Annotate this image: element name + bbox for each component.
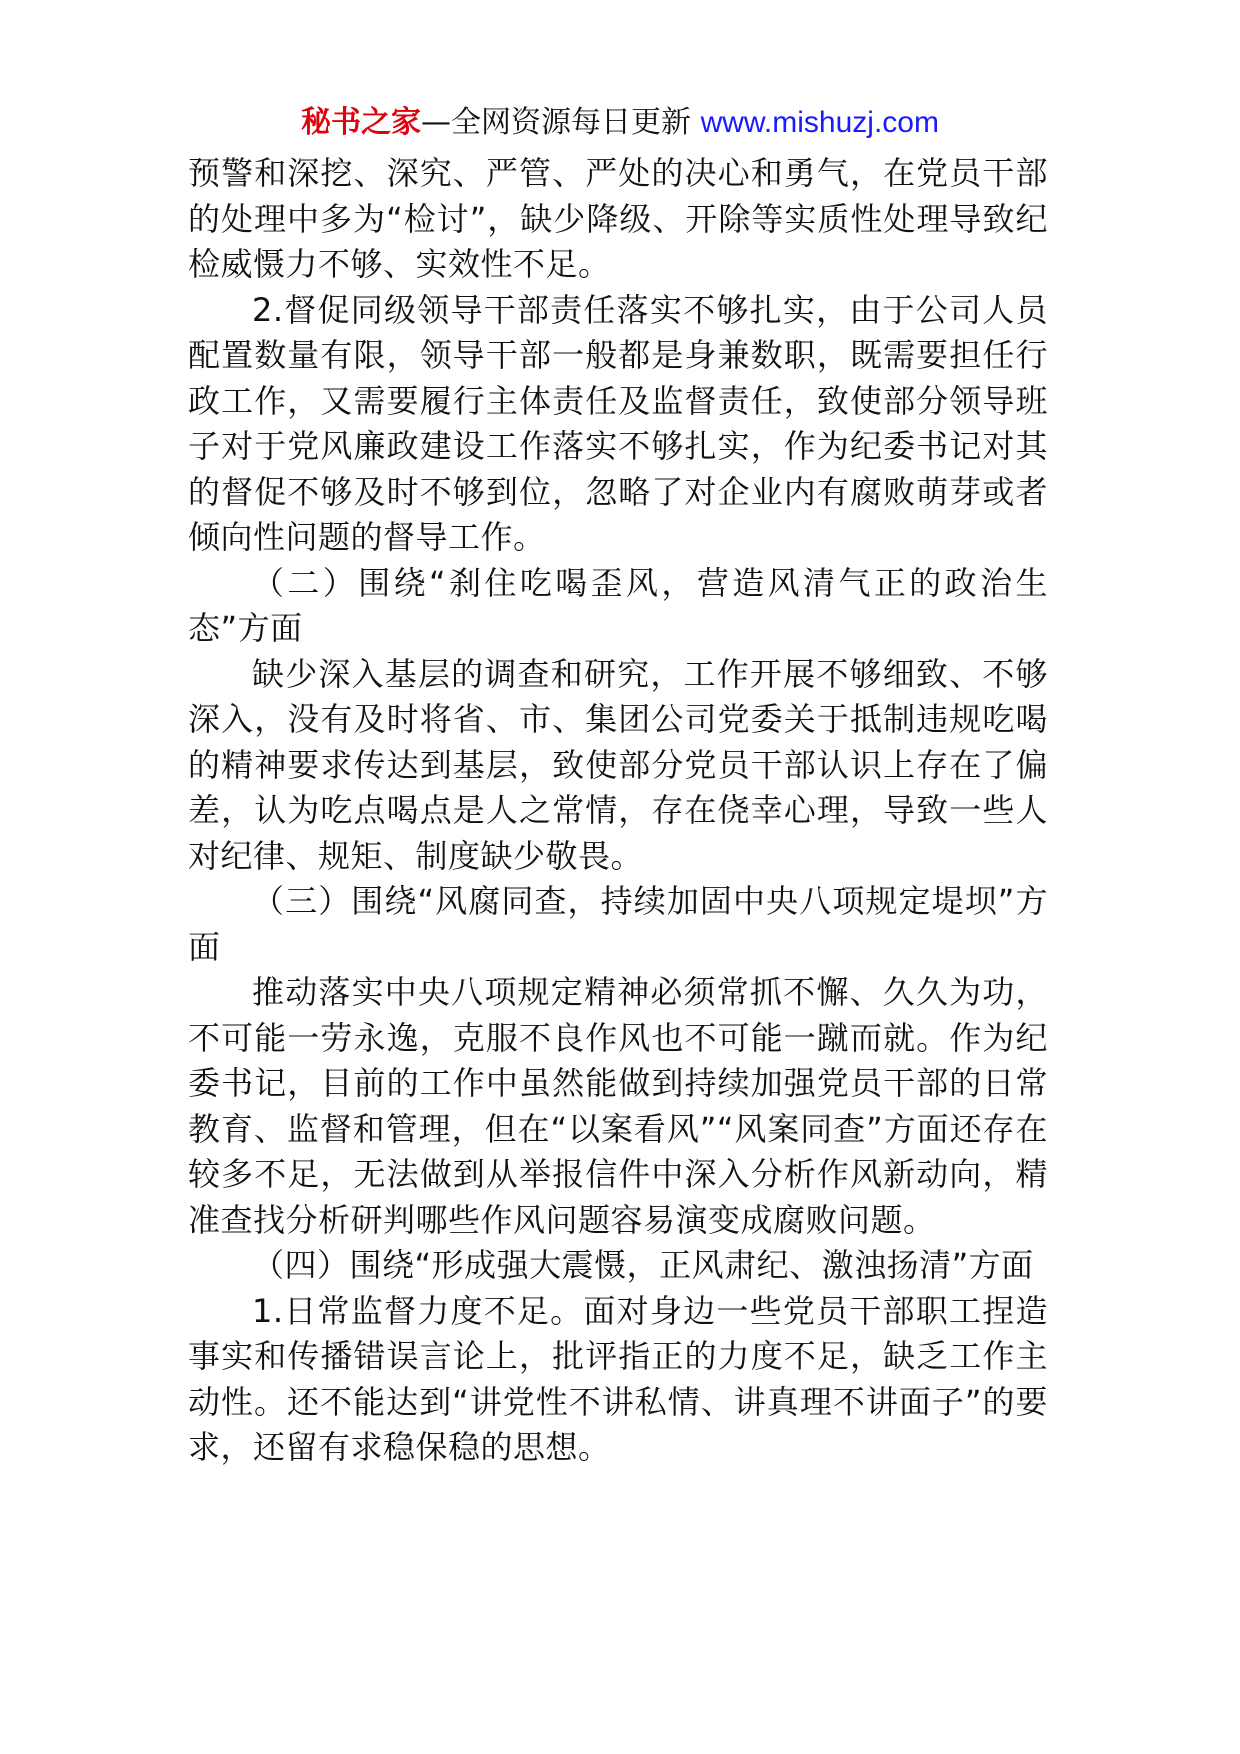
paragraph-continued: 预警和深挖、深究、严管、严处的决心和勇气，在党员干部的处理中多为“检讨”，缺少降级、开除等实质性处理导致纪检威慑力不够、实效性不足。 <box>188 154 1048 283</box>
section-heading-4: （四）围绕“形成强大震慑，正风肃纪、激浊扬清”方面 <box>252 1246 1034 1284</box>
site-url-link[interactable]: www.mishuzj.com <box>700 106 939 139</box>
section-heading-3: （三）围绕“风腐同查，持续加固中央八项规定堤坝”方面 <box>188 882 1048 966</box>
paragraph-item-1: 1.日常监督力度不足。面对身边一些党员干部职工捏造事实和传播错误言论上，批评指正的力度不足，缺乏工作主动性。还不能达到“讲党性不讲私情、讲真理不讲面子”的要求，还留有求稳保稳的思想。 <box>188 1291 1048 1466</box>
paragraph-section-2: 缺少深入基层的调查和研究，工作开展不够细致、不够深入，没有及时将省、市、集团公司党委关于抵制违规吃喝的精神要求传达到基层，致使部分党员干部认识上存在了偏差，认为吃点喝点是人之常情，存在侥幸心理，导致一些人对纪律、规矩、制度缺少敬畏。 <box>188 654 1048 875</box>
site-tagline: —全网资源每日更新 <box>421 105 701 140</box>
paragraph-item-2: 2.督促同级领导干部责任落实不够扎实，由于公司人员配置数量有限，领导干部一般都是身兼数职，既需要担任行政工作，又需要履行主体责任及监督责任，致使部分领导班子对于党风廉政建设工作落实不够扎实，作为纪委书记对其的督促不够及时不够到位，忽略了对企业内有腐败萌芽或者倾向性问题的督导工作。 <box>188 290 1048 556</box>
site-brand: 秘书之家 <box>301 105 422 140</box>
site-header <box>0 100 1240 146</box>
section-heading-2: （二）围绕“刹住吃喝歪风，营造风清气正的政治生态”方面 <box>188 563 1048 647</box>
document-body <box>188 151 1048 1471</box>
paragraph-section-3: 推动落实中央八项规定精神必须常抓不懈、久久为功，不可能一劳永逸，克服不良作风也不可能一蹴而就。作为纪委书记，目前的工作中虽然能做到持续加强党员干部的日常教育、监督和管理，但在“以案看风”“风案同查”方面还存在较多不足，无法做到从举报信件中深入分析作风新动向，精准查找分析研判哪些作风问题容易演变成腐败问题。 <box>188 973 1048 1239</box>
